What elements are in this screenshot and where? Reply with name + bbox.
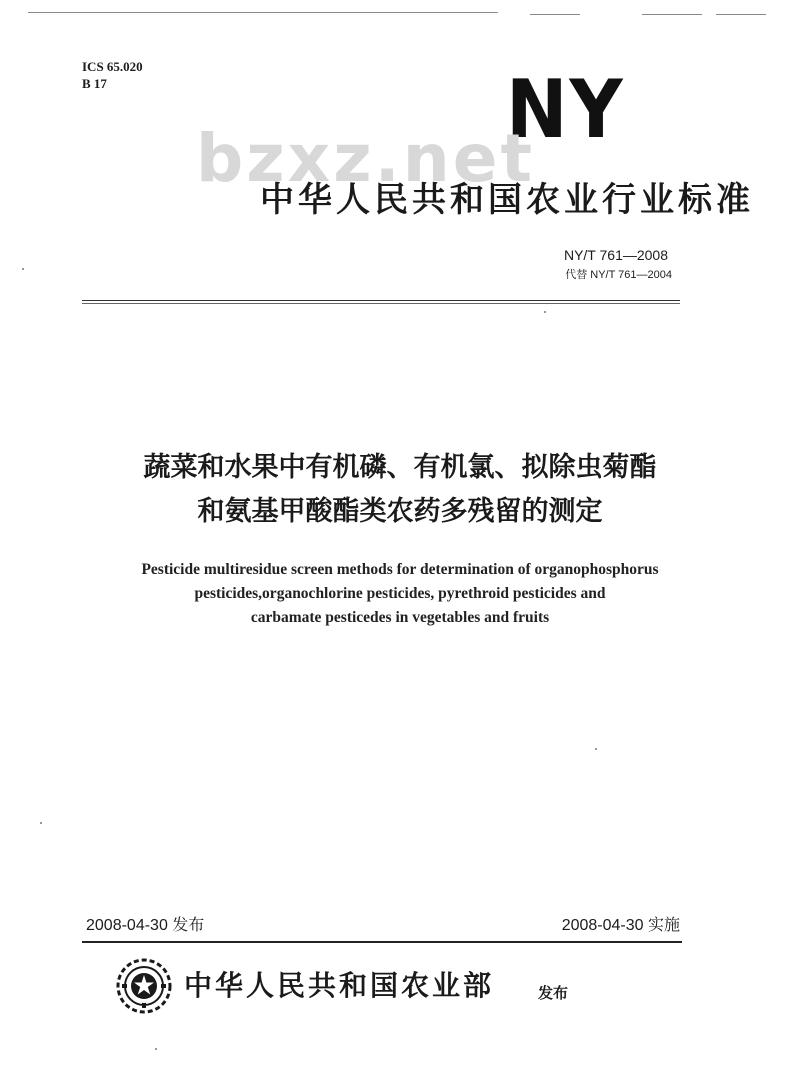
footer-divider <box>82 941 682 943</box>
scan-edge-line <box>716 14 766 15</box>
header-divider <box>82 303 680 304</box>
scan-edge-line <box>28 12 498 13</box>
ministry-emblem-icon <box>116 958 172 1014</box>
scan-edge-line <box>642 14 702 15</box>
standard-type-title: 中华人民共和国农业行业标准 <box>260 180 754 220</box>
publisher-name: 中华人民共和国农业部 <box>184 969 495 1002</box>
ics-code: ICS 65.020 <box>82 59 143 74</box>
implementation-date: 2008-04-30 实施 <box>561 917 680 934</box>
document-title-en <box>0 558 800 630</box>
title-en-line: pesticides,organochlorine pesticides, pyrethroid pesticides and <box>194 585 606 602</box>
standard-code: NY/T 761—2008 <box>563 247 668 263</box>
title-cn-line: 和氨基甲酸酯类农药多残留的测定 <box>197 496 603 527</box>
title-en-line: carbamate pesticedes in vegetables and fruits <box>250 609 550 626</box>
issue-date: 2008-04-30 发布 <box>86 917 205 934</box>
scan-speck <box>544 311 546 313</box>
title-cn-line: 蔬菜和水果中有机磷、有机氯、拟除虫菊酯 <box>143 452 657 483</box>
ccs-code: B 17 <box>82 76 107 91</box>
ny-category-logo: NY <box>506 63 625 156</box>
watermark: bzxz.net <box>196 120 536 197</box>
scan-speck <box>155 1048 157 1050</box>
classification-codes <box>82 58 143 92</box>
replaces-standard: 代替 NY/T 761—2004 <box>565 269 672 281</box>
document-title-cn <box>0 446 800 534</box>
publish-label: 发布 <box>538 984 569 1002</box>
scan-edge-line <box>530 14 580 15</box>
scan-speck <box>595 748 597 750</box>
scan-speck <box>40 822 42 824</box>
title-en-line: Pesticide multiresidue screen methods for determination of organophosphorus <box>141 561 659 578</box>
scan-speck <box>22 268 24 270</box>
header-divider <box>82 300 680 301</box>
